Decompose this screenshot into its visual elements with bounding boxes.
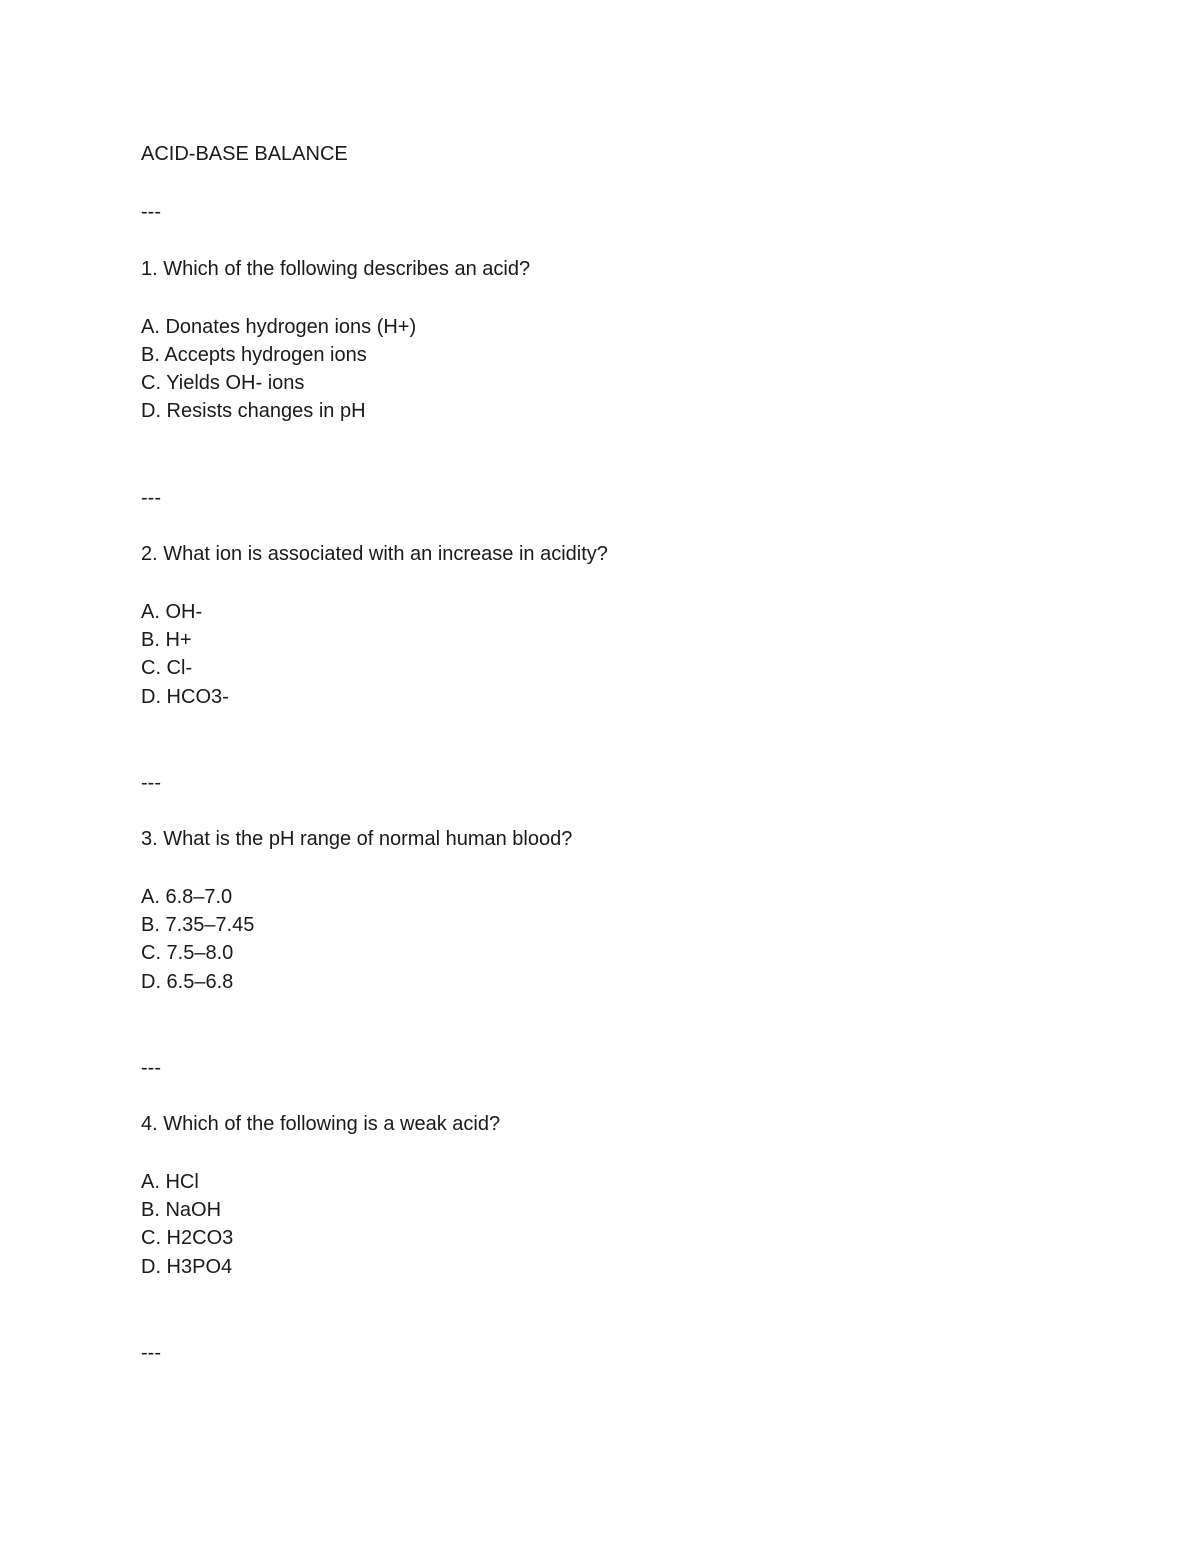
separator: --- bbox=[141, 1342, 161, 1364]
separator: --- bbox=[141, 772, 161, 794]
question-4-option-d: D. H3PO4 bbox=[141, 1256, 233, 1278]
question-1-prompt: 1. Which of the following describes an acid? bbox=[141, 258, 531, 280]
question-1-option-b: B. Accepts hydrogen ions bbox=[141, 344, 367, 366]
question-2-prompt: 2. What ion is associated with an increase in acidity? bbox=[141, 543, 608, 565]
separator: --- bbox=[141, 201, 161, 223]
question-3-option-d: D. 6.5–6.8 bbox=[141, 971, 234, 993]
question-3-prompt: 3. What is the pH range of normal human blood? bbox=[141, 828, 573, 850]
separator: --- bbox=[141, 487, 161, 509]
question-4-option-b: B. NaOH bbox=[141, 1199, 222, 1221]
question-1-option-d: D. Resists changes in pH bbox=[141, 400, 366, 422]
question-1-option-c: C. Yields OH- ions bbox=[141, 372, 305, 394]
question-2-option-d: D. HCO3- bbox=[141, 686, 229, 708]
question-4-option-c: C. H2CO3 bbox=[141, 1227, 234, 1249]
question-2-option-b: B. H+ bbox=[141, 629, 192, 651]
question-4-option-a: A. HCl bbox=[141, 1171, 199, 1193]
question-3-option-a: A. 6.8–7.0 bbox=[141, 886, 233, 908]
separator: --- bbox=[141, 1057, 161, 1079]
question-4-prompt: 4. Which of the following is a weak acid? bbox=[141, 1113, 501, 1135]
question-2-option-c: C. Cl- bbox=[141, 657, 193, 679]
question-3-option-b: B. 7.35–7.45 bbox=[141, 914, 255, 936]
question-3-option-c: C. 7.5–8.0 bbox=[141, 942, 234, 964]
question-2-option-a: A. OH- bbox=[141, 601, 203, 623]
document-title: ACID-BASE BALANCE bbox=[141, 143, 348, 165]
question-1-option-a: A. Donates hydrogen ions (H+) bbox=[141, 316, 417, 338]
